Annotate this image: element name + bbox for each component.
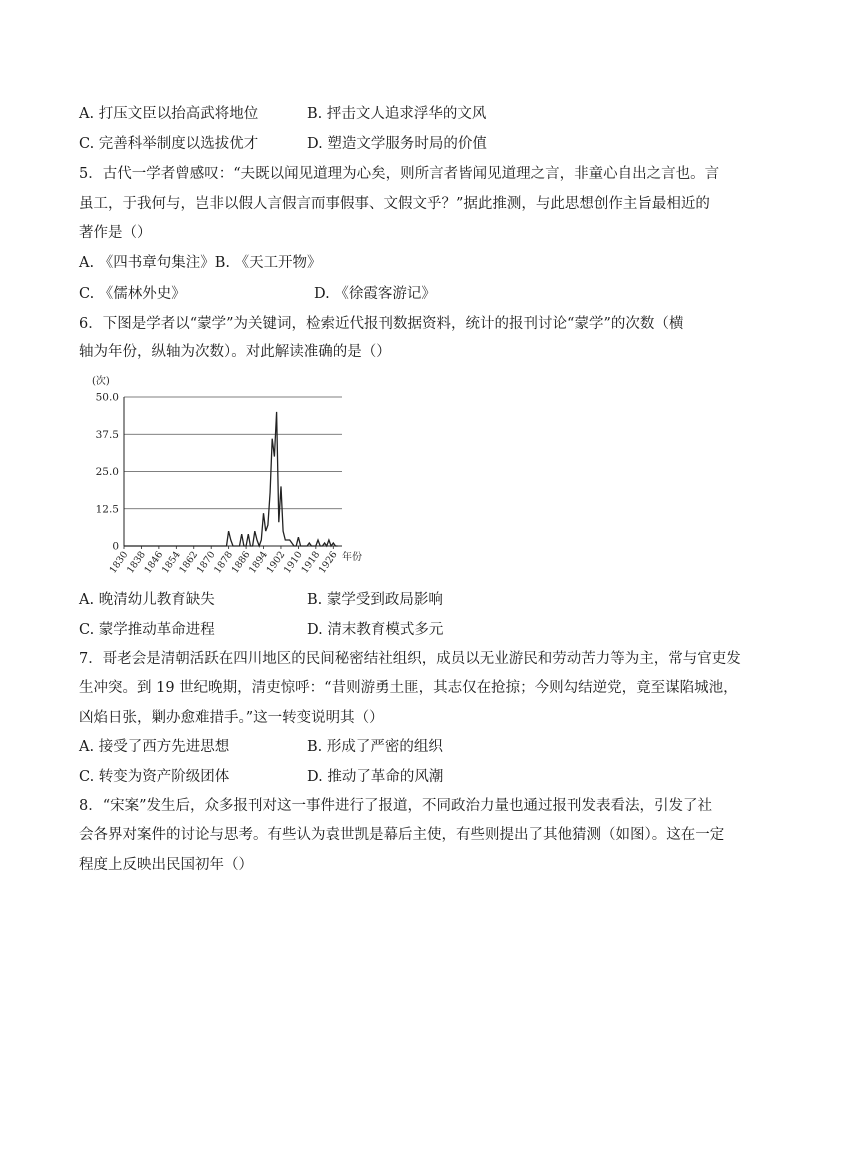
- chart-x-tick-label: 1902: [264, 549, 288, 576]
- q5-stem-line-1: 5．古代一学者曾感叹：“夫既以闻见道理为心矣，则所言者皆闻见道理之言，非童心自出之言也。言: [79, 166, 720, 182]
- chart-y-tick-label: 12.5: [95, 503, 119, 516]
- q4-option-a: A. 打压文臣以抬高武将地位: [79, 106, 259, 122]
- q6-stem-line-1: 6．下图是学者以“蒙学”为关键词，检索近代报刊数据资料，统计的报刊讨论“蒙学”的次数（横: [79, 316, 684, 332]
- q8-stem-line-2: 会各界对案件的讨论与思考。有些认为袁世凯是幕后主使，有些则提出了其他猜测（如图）。这在一定: [79, 827, 725, 843]
- chart-y-tick-label: 0: [112, 540, 119, 553]
- q8-stem-line-1: 8．“宋案”发生后，众多报刊对这一事件进行了报道，不同政治力量也通过报刊发表看法，引发了社: [79, 798, 713, 814]
- q6-stem-line-2: 轴为年份，纵轴为次数）。对此解读准确的是（）: [79, 344, 391, 360]
- chart-x-tick-label: 1878: [212, 549, 236, 576]
- chart-y-tick-label: 50.0: [95, 391, 119, 404]
- chart-x-tick-label: 1870: [194, 549, 218, 576]
- chart-series-line: [124, 412, 338, 546]
- q6-option-d: D. 清末教育模式多元: [307, 622, 444, 638]
- chart-x-tick-label: 1838: [125, 549, 148, 576]
- q5-stem-line-3: 著作是（）: [79, 225, 152, 241]
- q7-stem-line-2: 生冲突。到 19 世纪晚期，清吏惊呼：“昔则游勇土匪，其志仅在抢掠；今则勾结逆党，竟至谋陷城池，: [79, 680, 738, 696]
- chart-axes: [124, 397, 342, 549]
- q7-option-a: A. 接受了西方先进思想: [79, 739, 230, 755]
- q6-option-a: A. 晚清幼儿教育缺失: [79, 592, 215, 608]
- q6-option-c: C. 蒙学推动革命进程: [79, 622, 215, 638]
- q4-option-c: C. 完善科举制度以选拔优才: [79, 136, 259, 152]
- q4-option-b: B. 抨击文人追求浮华的文风: [307, 106, 487, 122]
- q7-stem-line-1: 7．哥老会是清朝活跃在四川地区的民间秘密结社组织，成员以无业游民和劳动苦力等为主，常与官吏发: [79, 651, 741, 667]
- chart-x-tick-label: 1894: [247, 549, 270, 576]
- q7-option-d: D. 推动了革命的风潮: [307, 769, 444, 785]
- q5-option-c: C. 《儒林外史》: [79, 286, 186, 302]
- q8-stem-line-3: 程度上反映出民国初年（）: [79, 857, 253, 873]
- q7-stem-line-3: 凶焰日张，剿办愈难措手。”这一转变说明其（）: [79, 710, 384, 726]
- mengxue-frequency-chart: [88, 368, 388, 580]
- chart-y-tick-label: 37.5: [95, 428, 119, 441]
- q7-option-c: C. 转变为资产阶级团体: [79, 769, 230, 785]
- chart-x-tick-label: 1886: [229, 549, 253, 576]
- chart-gridlines: [124, 397, 342, 509]
- chart-x-tick-label: 1910: [281, 549, 305, 576]
- q5-stem-line-2: 虽工，于我何与，岂非以假人言假言而事假事、文假文乎？”据此推测，与此思想创作主旨最相近的: [79, 196, 710, 212]
- q6-option-b: B. 蒙学受到政局影响: [307, 592, 443, 608]
- chart-y-tick-label: 25.0: [95, 466, 119, 478]
- chart-x-tick-labels: [108, 549, 340, 575]
- chart-y-axis-label: (次): [92, 376, 110, 387]
- chart-x-tick-label: 1926: [316, 549, 340, 576]
- chart-y-tick-labels: [96, 392, 119, 553]
- q5-option-d: D. 《徐霞客游记》: [314, 286, 436, 302]
- chart-x-axis-label: 年份: [342, 552, 362, 563]
- q5-option-ab: A. 《四书章句集注》B. 《天工开物》: [79, 255, 322, 271]
- chart-x-tick-label: 1862: [177, 549, 201, 576]
- chart-x-tick-label: 1918: [299, 549, 323, 576]
- chart-x-tick-label: 1854: [159, 549, 183, 576]
- chart-x-tick-label: 1830: [107, 549, 131, 576]
- q7-option-b: B. 形成了严密的组织: [307, 739, 443, 755]
- q4-option-d: D. 塑造文学服务时局的价值: [307, 136, 487, 152]
- chart-x-tick-label: 1846: [142, 549, 166, 576]
